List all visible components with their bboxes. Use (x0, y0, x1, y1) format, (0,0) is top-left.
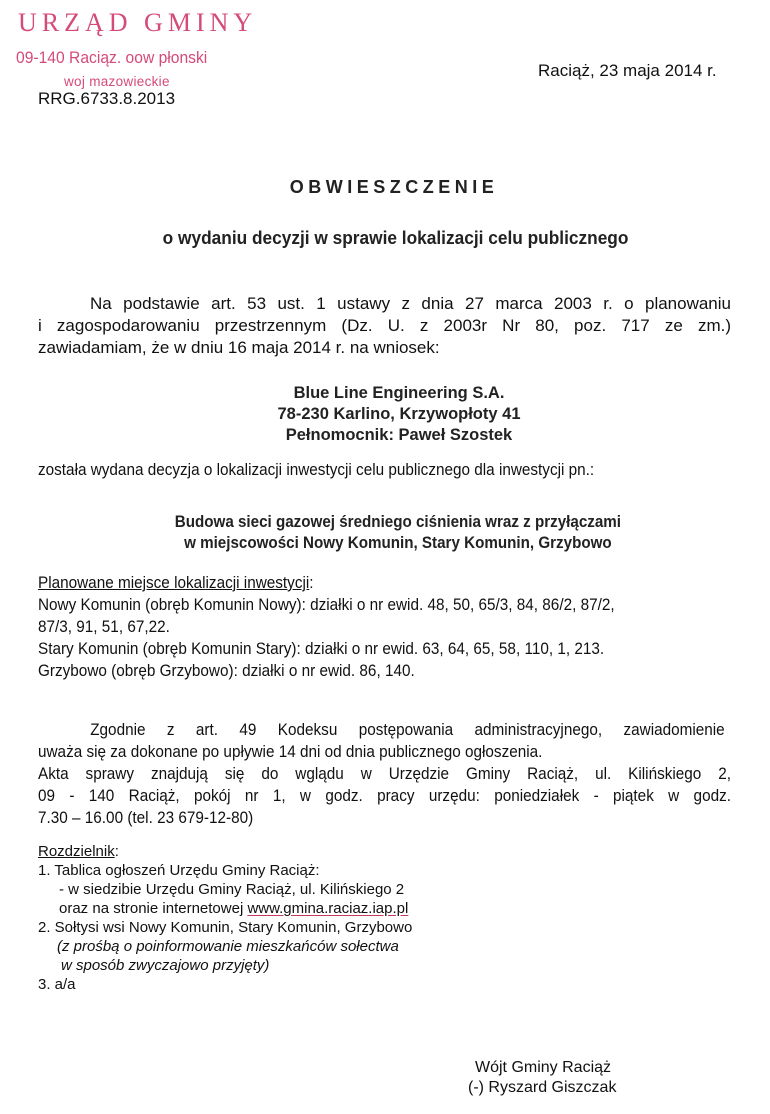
website-link[interactable]: www.gmina.raciaz.iap.pl (247, 900, 409, 917)
intro-line-1: Na podstawie art. 53 ust. 1 ustawy z dnia 27 marca 2003 r. o planowaniu (90, 294, 731, 313)
distribution-item-2-note-1: (z prośbą o poinformowanie mieszkańców sołectwa (57, 938, 399, 955)
notice-line-1: Zgodnie z art. 49 Kodeksu postępowania administracyjnego, zawiadomienie (90, 720, 725, 739)
signature-name: (-) Ryszard Giszczak (468, 1079, 617, 1096)
distribution-item-1: 1. Tablica ogłoszeń Urzędu Gminy Raciąż: (38, 862, 320, 879)
location-line-2: 87/3, 91, 51, 67,22. (38, 617, 170, 636)
project-line-2: w miejscowości Nowy Komunin, Stary Komunin, Grzybowo (184, 534, 612, 552)
location-label-colon: : (309, 573, 314, 592)
applicant-address: 78-230 Karlino, Krzywopłoty 41 (277, 405, 521, 423)
location-line-3: Stary Komunin (obręb Komunin Stary): działki o nr ewid. 63, 64, 65, 58, 110, 1, 213. (38, 639, 605, 658)
distribution-item-2-note-2: w sposób zwyczajowo przyjęty) (61, 957, 270, 974)
project-block (31, 512, 739, 554)
notice-line-3: Akta sprawy znajdują się do wglądu w Urzędzie Gminy Raciąż, ul. Kilińskiego 2, (38, 764, 731, 783)
location-line-1: Nowy Komunin (obręb Komunin Nowy): działki o nr ewid. 48, 50, 65/3, 84, 86/2, 87/2, (38, 595, 615, 614)
distribution-item-2: 2. Sołtysi wsi Nowy Komunin, Stary Komunin, Grzybowo (38, 919, 413, 936)
location-section (38, 572, 615, 682)
applicant-proxy: Pełnomocnik: Paweł Szostek (285, 426, 513, 444)
notice-line-2: uważa się za dokonane po upływie 14 dni od dnia publicznego ogłoszenia. (38, 742, 543, 761)
distribution-label-colon: : (114, 843, 119, 860)
stamp-title: URZĄD GMINY (18, 8, 258, 37)
document-subheading: o wydaniu decyzji w sprawie lokalizacji celu publicznego (162, 228, 629, 248)
document-heading: OBWIESZCZENIE (289, 177, 499, 197)
reference-number: RRG.6733.8.2013 (38, 89, 176, 108)
intro-paragraph (38, 293, 731, 359)
applicant-name: Blue Line Engineering S.A. (293, 384, 505, 402)
stamp-voivodeship: woj mazowieckie (64, 74, 170, 89)
location-line-4: Grzybowo (obręb Grzybowo): działki o nr ewid. 86, 140. (38, 661, 415, 680)
decision-line: została wydana decyzja o lokalizacji inwestycji celu publicznego dla inwestycji pn.: (38, 460, 595, 479)
distribution-item-1-sub-2 (38, 899, 412, 918)
date-line: Raciąż, 23 maja 2014 r. (538, 61, 717, 80)
notice-line-4: 09 - 140 Raciąż, pokój nr 1, w godz. pracy urzędu: poniedziałek - piątek w godz. (38, 786, 731, 805)
location-label: Planowane miejsce lokalizacji inwestycji (38, 573, 310, 592)
distribution-list (38, 842, 412, 994)
distribution-label: Rozdzielnik (38, 843, 115, 860)
notice-line-5: 7.30 – 16.00 (tel. 23 679-12-80) (38, 808, 254, 827)
signature-block (468, 1058, 617, 1098)
applicant-block (0, 383, 770, 446)
intro-line-3: zawiadamiam, że w dniu 16 maja 2014 r. na wniosek: (38, 338, 440, 357)
distribution-item-1-sub-2-prefix: oraz na stronie internetowej (59, 900, 248, 917)
signature-title: Wójt Gminy Raciąż (475, 1059, 612, 1076)
project-line-1: Budowa sieci gazowej średniego ciśnienia wraz z przyłączami (174, 513, 622, 531)
intro-line-2: i zagospodarowaniu przestrzennym (Dz. U. z 2003r Nr 80, poz. 717 ze zm.) (38, 316, 731, 335)
distribution-item-1-sub-1: - w siedzibie Urzędu Gminy Raciąż, ul. Kilińskiego 2 (59, 881, 405, 898)
notice-paragraph (38, 719, 770, 829)
stamp-address: 09-140 Raciąz. oow płonski (16, 48, 208, 67)
distribution-item-3: 3. a/a (38, 976, 76, 993)
